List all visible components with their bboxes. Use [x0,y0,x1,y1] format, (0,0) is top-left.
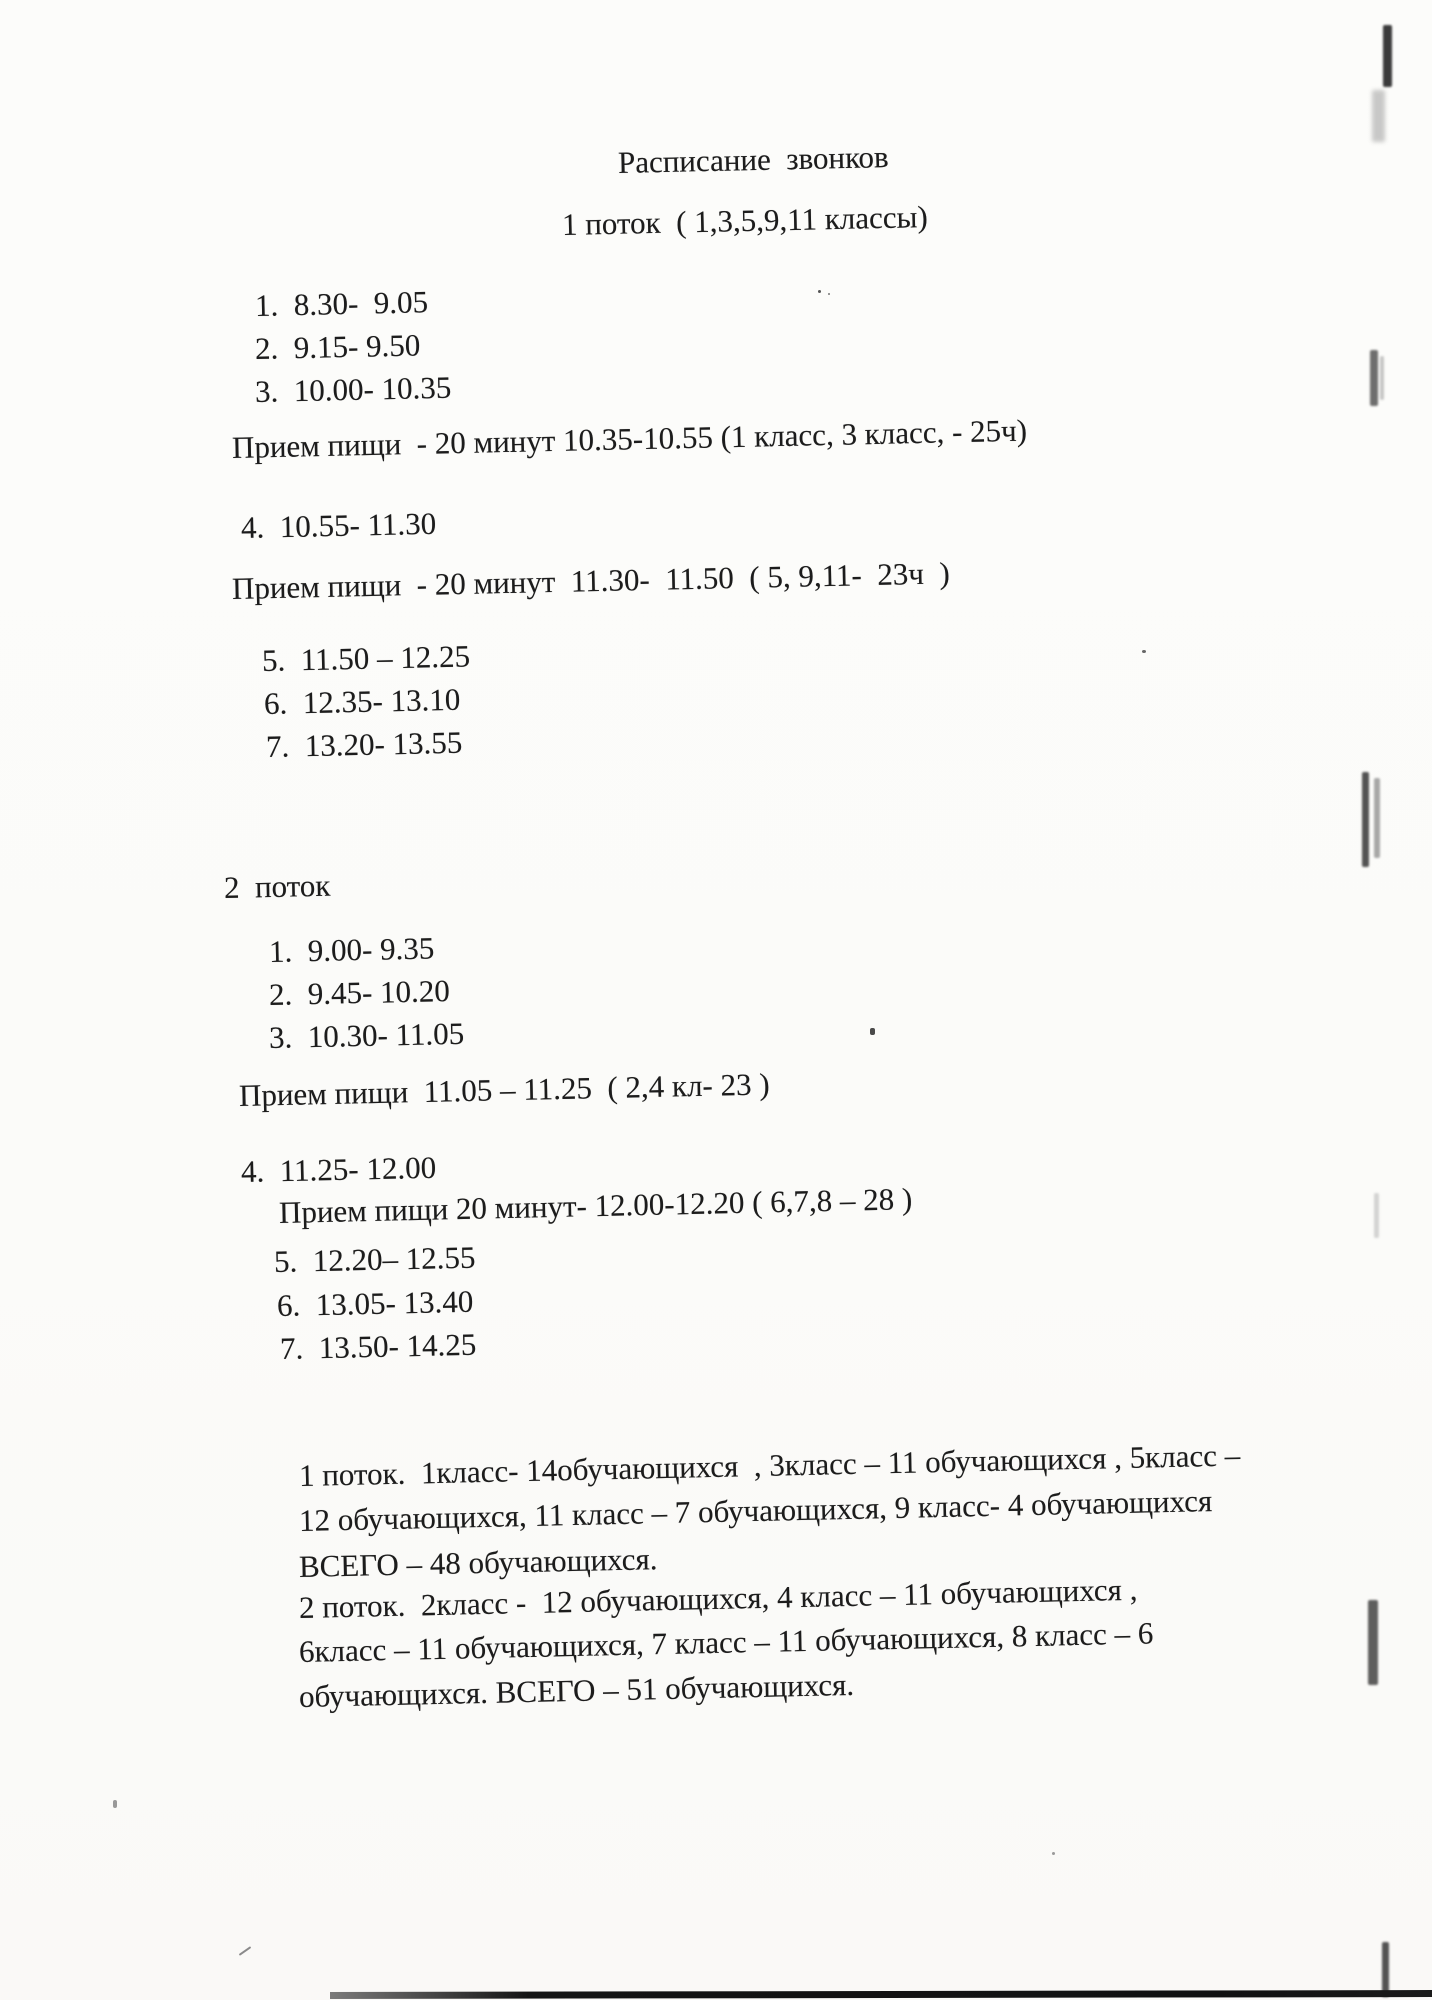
summary-line-3: ВСЕГО – 48 обучающихся. [298,1541,658,1584]
summary-line-5: 6класс – 11 обучающихся, 7 класс – 11 обучающихся, 8 класс – 6 [298,1615,1154,1669]
scan-streak [1382,1942,1389,1997]
scan-speck [1142,650,1146,653]
stream2-lesson-1: 1. 9.00- 9.35 [268,930,435,969]
scan-speck [113,1800,117,1808]
summary-line-4: 2 поток. 2класс - 12 обучающихся, 4 класс – 11 обучающихся , [298,1571,1138,1625]
stream1-lesson-3: 3. 10.00- 10.35 [254,369,452,409]
stream2-lesson-6: 6. 13.05- 13.40 [276,1283,474,1323]
scan-streak [1374,1193,1379,1238]
scan-streak [1362,772,1369,867]
scan-speck [239,1946,252,1956]
stream1-meal-break-2: Прием пищи - 20 минут 11.30- 11.50 ( 5, 9,11- 23ч ) [231,555,951,606]
stream2-meal-break-1: Прием пищи 11.05 – 11.25 ( 2,4 кл- 23 ) [238,1066,770,1113]
stream2-heading: 2 поток [223,867,331,905]
scan-speck [818,290,821,293]
stream2-lesson-3: 3. 10.30- 11.05 [268,1015,465,1055]
stream2-lesson-2: 2. 9.45- 10.20 [268,973,451,1012]
stream1-lesson-2: 2. 9.15- 9.50 [254,327,421,366]
scan-streak [1370,350,1378,406]
stream1-lesson-5: 5. 11.50 – 12.25 [261,638,471,678]
stream2-meal-break-2: Прием пищи 20 минут- 12.00-12.20 ( 6,7,8 – 28 ) [278,1181,913,1230]
scan-streak [1368,1600,1378,1685]
summary-line-1: 1 поток. 1класс- 14обучающихся , 3класс – 11 обучающихся , 5класс – [298,1437,1241,1493]
stream1-heading: 1 поток ( 1,3,5,9,11 классы) [561,199,929,242]
scan-bottom-edge-line [330,1990,1432,1999]
stream2-lesson-5: 5. 12.20– 12.55 [273,1239,476,1279]
stream1-lesson-4: 4. 10.55- 11.30 [240,505,437,545]
stream1-lesson-6: 6. 12.35- 13.10 [263,681,461,721]
stream1-meal-break-1: Прием пищи - 20 минут 10.35-10.55 (1 класс, 3 класс, - 25ч) [231,412,1028,465]
scan-streak [1372,90,1385,142]
summary-line-2: 12 обучающихся, 11 класс – 7 обучающихся, 9 класс- 4 обучающихся [298,1483,1213,1538]
stream1-lesson-7: 7. 13.20- 13.55 [265,724,463,764]
scan-streak [1380,356,1384,400]
stream2-lesson-4: 4. 11.25- 12.00 [240,1149,437,1189]
stream1-lesson-1: 1. 8.30- 9.05 [254,284,429,323]
stream2-lesson-7: 7. 13.50- 14.25 [279,1326,477,1366]
document-title: Расписание звонков [617,139,889,180]
scan-speck [1052,1852,1055,1855]
scan-speck [828,293,830,295]
summary-line-6: обучающихся. ВСЕГО – 51 обучающихся. [298,1666,855,1714]
scan-speck [870,1028,875,1035]
scan-streak [1374,778,1380,858]
scan-streak [1383,25,1392,87]
